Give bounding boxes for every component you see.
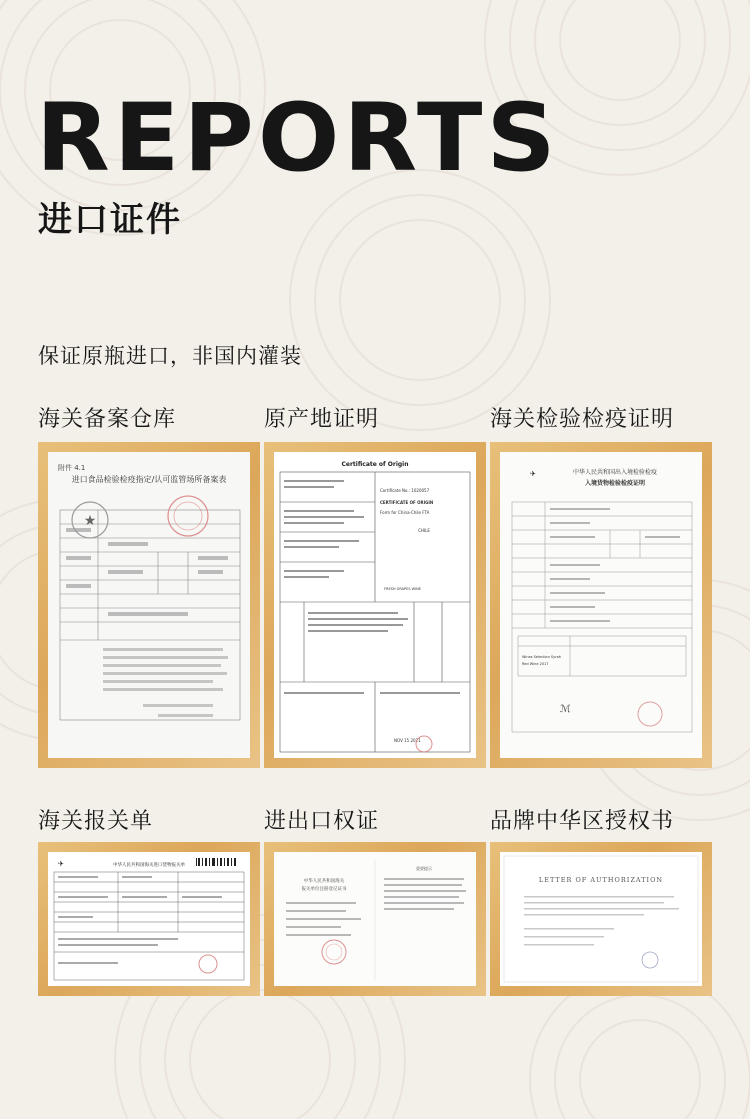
card-inspection-certificate[interactable] (490, 442, 712, 768)
document-customs-declaration (48, 852, 250, 986)
document-certificate-of-origin (274, 452, 476, 758)
label-certificate-of-origin: 原产地证明 (264, 407, 380, 432)
label-inspection-certificate: 海关检验检疫证明 (490, 407, 675, 432)
inspection-logo-icon: ✈ (530, 470, 536, 478)
origin-date: NOV 15 2021 (394, 738, 421, 743)
card-trade-rights[interactable] (264, 842, 486, 996)
label-trade-rights: 进出口权证 (264, 809, 380, 834)
document-inspection-certificate (500, 452, 702, 758)
card-brand-authorization[interactable] (490, 842, 712, 996)
warehouse-heading: 进口食品检验检疫指定/认可监管场所备案表 (71, 475, 227, 484)
card-customs-declaration[interactable] (38, 842, 260, 996)
card-certificate-of-origin[interactable] (264, 442, 486, 768)
origin-country: CHILE (418, 528, 430, 533)
document-trade-rights (274, 852, 476, 986)
label-brand-authorization: 品牌中华区授权书 (490, 809, 675, 834)
origin-subheading: CERTIFICATE OF ORIGIN (380, 500, 434, 505)
card-customs-warehouse[interactable] (38, 442, 260, 768)
trade-rights-heading: 中华人民共和国海关 (303, 879, 345, 884)
document-brand-authorization (500, 852, 702, 986)
inspection-heading-2: 入境货物检验检疫证明 (584, 480, 646, 487)
origin-goods: FRESH GRAPES WINE (384, 587, 421, 591)
inspection-wine-name: Wines Selection Syrah (522, 655, 562, 659)
inspection-wine-name-2: Red Wine 2017 (522, 662, 549, 666)
origin-form: Form for China-Chile FTA (380, 510, 430, 515)
trade-rights-heading-2: 报关单位注册登记证书 (301, 887, 347, 892)
trade-rights-notice: 重要提示 (416, 866, 432, 871)
label-customs-warehouse: 海关备案仓库 (38, 407, 177, 432)
origin-heading: Certificate of Origin (341, 461, 409, 468)
customs-heading: 中华人民共和国海关进口货物报关单 (113, 863, 185, 868)
svg-text:★: ★ (83, 513, 97, 529)
origin-cert-no: Certificate No.: 1020057 (380, 488, 430, 493)
warehouse-annex: 附件 4.1 (58, 464, 86, 472)
document-customs-warehouse (48, 452, 250, 758)
customs-logo-icon: ✈ (58, 860, 64, 868)
page-subtitle-cn: 进口证件 (38, 200, 182, 240)
page-title: REPORTS (36, 84, 560, 193)
label-customs-declaration: 海关报关单 (38, 809, 154, 834)
authorization-heading: LETTER OF AUTHORIZATION (538, 876, 664, 884)
svg-text:ℳ: ℳ (560, 704, 571, 715)
authenticity-statement: 保证原瓶进口，非国内灌装 (38, 344, 302, 368)
inspection-heading: 中华人民共和国出入境检验检疫 (572, 469, 658, 476)
